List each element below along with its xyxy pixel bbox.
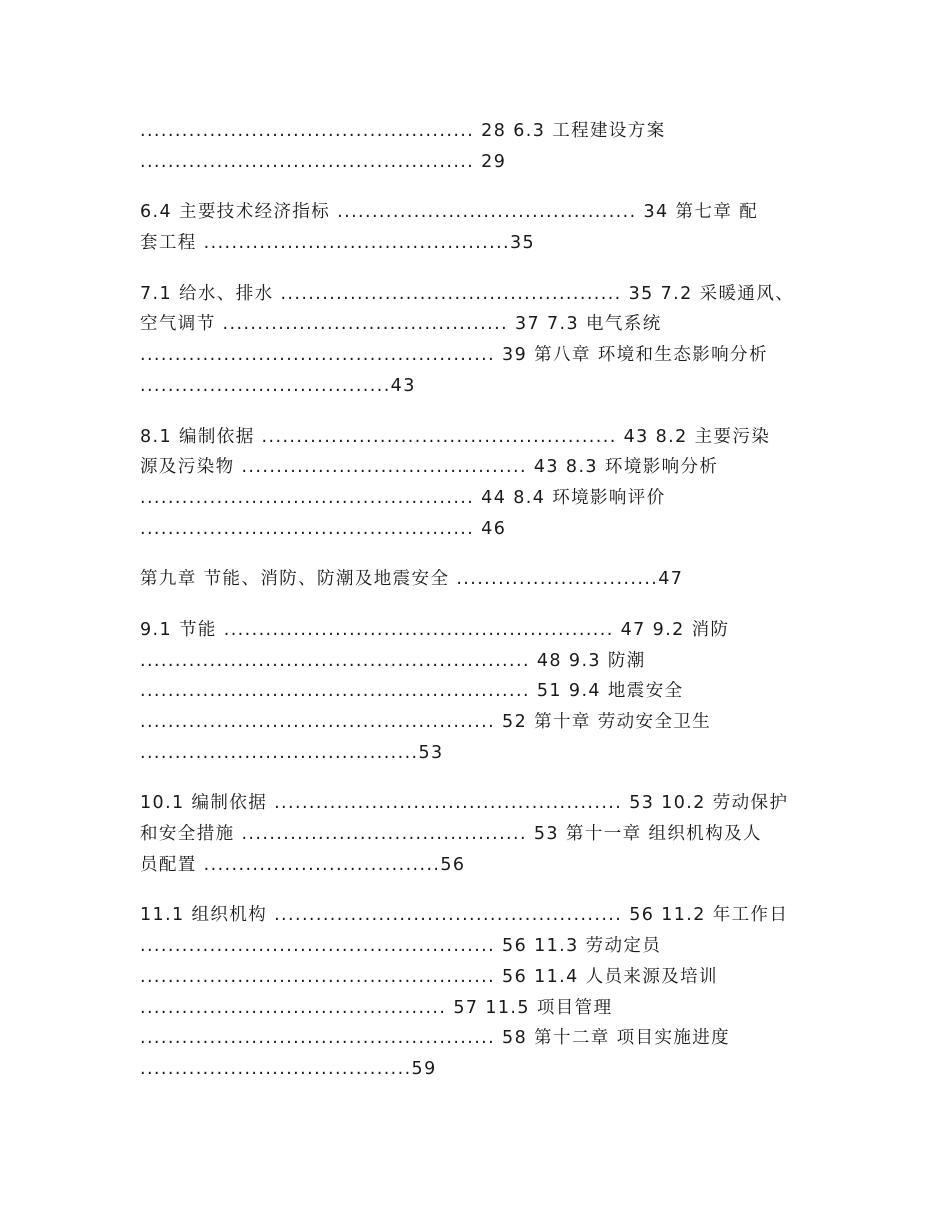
toc-line: ............................................ 57 11.5 项目管理 — [140, 997, 613, 1018]
toc-line: 第九章 节能、消防、防潮及地震安全 .............................47 — [140, 569, 684, 590]
toc-paragraph — [140, 197, 820, 258]
toc-paragraph — [140, 564, 820, 595]
toc-line: 6.4 主要技术经济指标 ........................................... 34 第七章 配 — [140, 202, 759, 223]
toc-line: ................................................ 46 — [140, 518, 507, 539]
toc-line: ........................................................ 48 9.3 防潮 — [140, 650, 646, 671]
toc-line: ................................................ 29 — [140, 151, 507, 172]
toc-line: ................................................... 52 第十章 劳动安全卫生 — [140, 712, 712, 732]
toc-line: ....................................43 — [140, 375, 416, 396]
toc-line: ................................................... 56 11.4 人员来源及培训 — [140, 966, 718, 987]
toc-line: .......................................59 — [140, 1058, 437, 1079]
toc-paragraph — [140, 116, 820, 177]
toc-line: ................................................ 44 8.4 环境影响评价 — [140, 487, 666, 508]
toc-line: 和安全措施 ......................................... 53 第十一章 组织机构及人 — [140, 824, 762, 845]
toc-line: 员配置 ..................................56 — [140, 854, 466, 875]
toc-line: 10.1 编制依据 .................................................. 53 10.2 劳动保护 — [140, 793, 789, 814]
toc-paragraph — [140, 422, 820, 545]
toc-page — [140, 116, 820, 1105]
toc-line: 源及污染物 ......................................... 43 8.3 环境影响分析 — [140, 457, 719, 478]
toc-paragraph — [140, 900, 820, 1084]
toc-paragraph — [140, 615, 820, 768]
toc-line: ................................................... 58 第十二章 项目实施进度 — [140, 1028, 731, 1049]
toc-paragraph — [140, 279, 820, 402]
toc-paragraph — [140, 788, 820, 880]
toc-line: 空气调节 ......................................... 37 7.3 电气系统 — [140, 314, 662, 335]
toc-line: ................................................... 39 第八章 环境和生态影响分析 — [140, 345, 768, 366]
toc-line: 9.1 节能 ........................................................ 47 9.2 消防 — [140, 619, 730, 640]
toc-line: 7.1 给水、排水 ................................................. 35 7.2 采暖通风、 — [140, 283, 795, 304]
toc-line: 8.1 编制依据 ................................................... 43 8.2 主要污染 — [140, 426, 771, 447]
toc-line: 11.1 组织机构 .................................................. 56 11.2 年工作日 — [140, 905, 789, 926]
toc-line: ........................................................ 51 9.4 地震安全 — [140, 681, 684, 702]
toc-line: ........................................53 — [140, 742, 444, 763]
toc-line: ................................................ 28 6.3 工程建设方案 — [140, 121, 666, 141]
toc-line: 套工程 ............................................35 — [140, 233, 536, 254]
toc-line: ................................................... 56 11.3 劳动定员 — [140, 936, 662, 957]
